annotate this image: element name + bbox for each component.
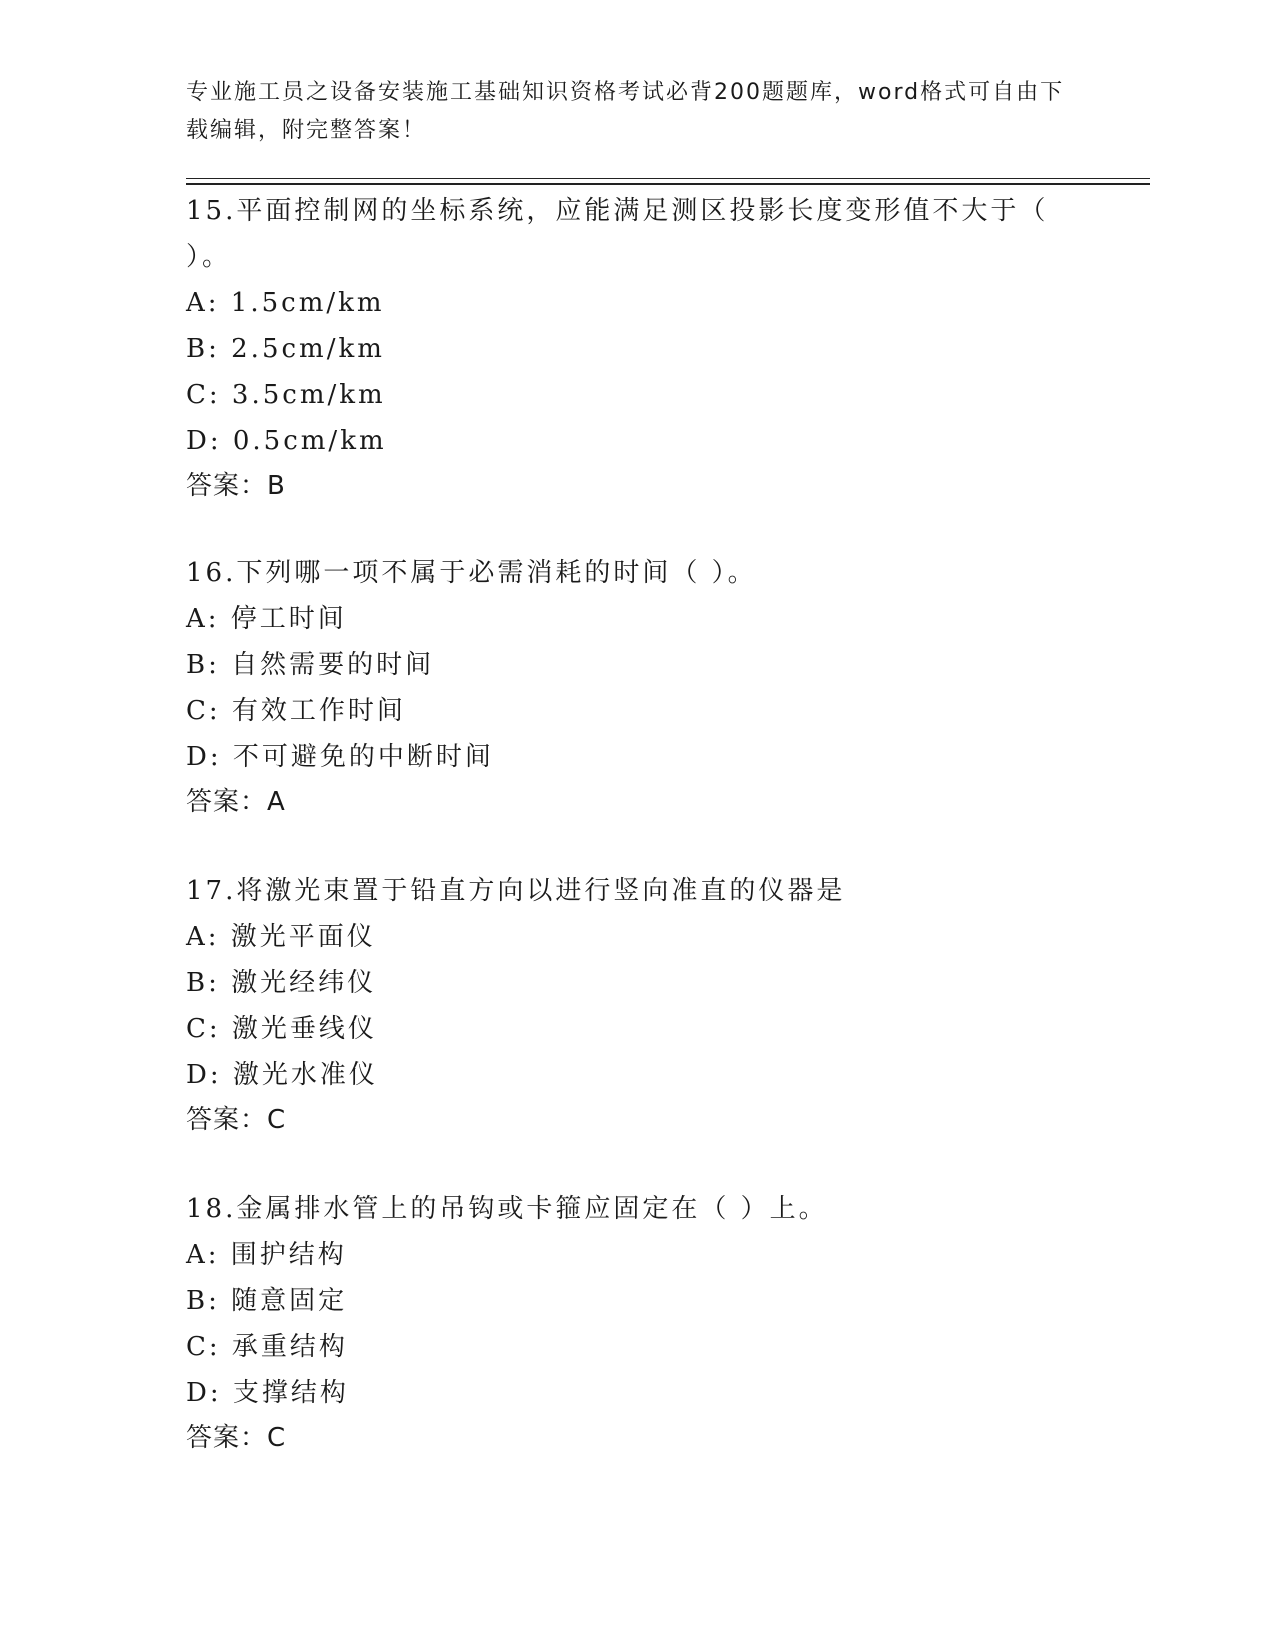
question-16	[186, 550, 1066, 824]
option-d: D: 支撑结构	[186, 1378, 349, 1408]
option-b: B: 自然需要的时间	[186, 650, 435, 680]
question-17	[186, 868, 1066, 1142]
answer-line: 答案：A	[186, 787, 286, 817]
answer-line: 答案：C	[186, 1105, 287, 1135]
option-d: D: 0.5cm/km	[186, 426, 387, 456]
question-15	[186, 188, 1066, 508]
answer-line: 答案：B	[186, 471, 286, 501]
answer-line: 答案：C	[186, 1423, 287, 1453]
option-c: C: 3.5cm/km	[186, 380, 386, 410]
option-c: C: 激光垂线仪	[186, 1014, 377, 1044]
option-d: D: 激光水准仪	[186, 1060, 378, 1090]
question-title: 15.平面控制网的坐标系统，应能满足测区投影长度变形值不大于（ ）。	[186, 196, 1060, 272]
option-c: C: 承重结构	[186, 1332, 348, 1362]
header-rule-thin	[186, 178, 1150, 179]
document-intro: 专业施工员之设备安装施工基础知识资格考试必背200题题库，word格式可自由下载编辑，附完整答案！	[186, 80, 1065, 143]
option-a: A: 1.5cm/km	[186, 288, 385, 318]
question-title: 17.将激光束置于铅直方向以进行竖向准直的仪器是	[186, 876, 846, 906]
option-c: C: 有效工作时间	[186, 696, 406, 726]
header-rule-thick	[186, 183, 1150, 185]
option-a: A: 围护结构	[186, 1240, 347, 1270]
option-b: B: 激光经纬仪	[186, 968, 377, 998]
question-18	[186, 1186, 1066, 1460]
option-b: B: 2.5cm/km	[186, 334, 385, 364]
question-title: 16.下列哪一项不属于必需消耗的时间（ ）。	[186, 558, 757, 588]
option-d: D: 不可避免的中断时间	[186, 742, 494, 772]
option-a: A: 停工时间	[186, 604, 347, 634]
option-a: A: 激光平面仪	[186, 922, 376, 952]
question-title: 18.金属排水管上的吊钩或卡箍应固定在（ ）上。	[186, 1194, 828, 1224]
option-b: B: 随意固定	[186, 1286, 348, 1316]
